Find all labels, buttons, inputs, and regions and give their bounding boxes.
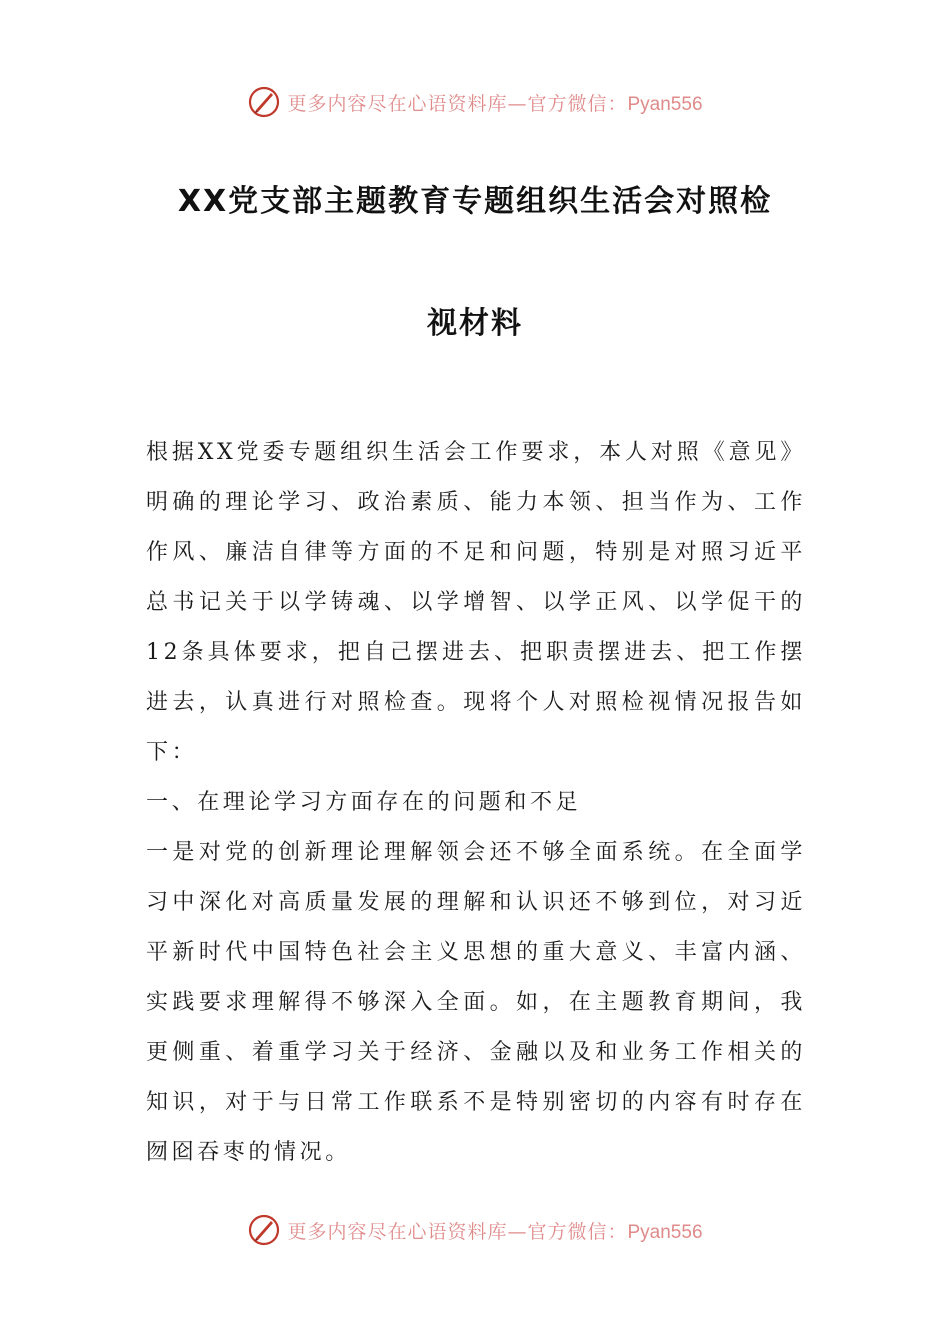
body-paragraph: 一是对党的创新理论理解领会还不够全面系统。在全面学习中深化对高质量发展的理解和认识还不够到位，对习近平新时代中国特色社会主义思想的重大意义、丰富内涵、实践要求理解得不够深入全面。如，在主题教育期间，我更侧重、着重学习关于经济、金融以及和业务工作相关的知识，对于与日常工作联系不是特别密切的内容有时存在囫囵吞枣的情况。 [146, 840, 806, 1165]
quill-logo-icon [247, 1213, 281, 1247]
watermark-text: 更多内容尽在心语资料库—官方微信：Pyan556 [287, 1220, 703, 1243]
document-title-line-1: XX党支部主题教育专题组织生活会对照检 [177, 184, 773, 219]
section-heading: 一、在理论学习方面存在的问题和不足 [146, 790, 582, 815]
header-watermark [0, 82, 950, 122]
footer-watermark [0, 1210, 950, 1250]
document-title-line-2: 视材料 [427, 306, 523, 341]
intro-paragraph: 根据XX党委专题组织生活会工作要求，本人对照《意见》明确的理论学习、政治素质、能力本领、担当作为、工作作风、廉洁自律等方面的不足和问题，特别是对照习近平总书记关于以学铸魂、以学增智、以学正风、以学促干的12条具体要求，把自己摆进去、把职责摆进去、把工作摆进去，认真进行对照检查。现将个人对照检视情况报告如下： [146, 440, 806, 765]
document-body [146, 428, 806, 1178]
quill-logo-icon [247, 85, 281, 119]
watermark-text: 更多内容尽在心语资料库—官方微信：Pyan556 [287, 92, 703, 115]
